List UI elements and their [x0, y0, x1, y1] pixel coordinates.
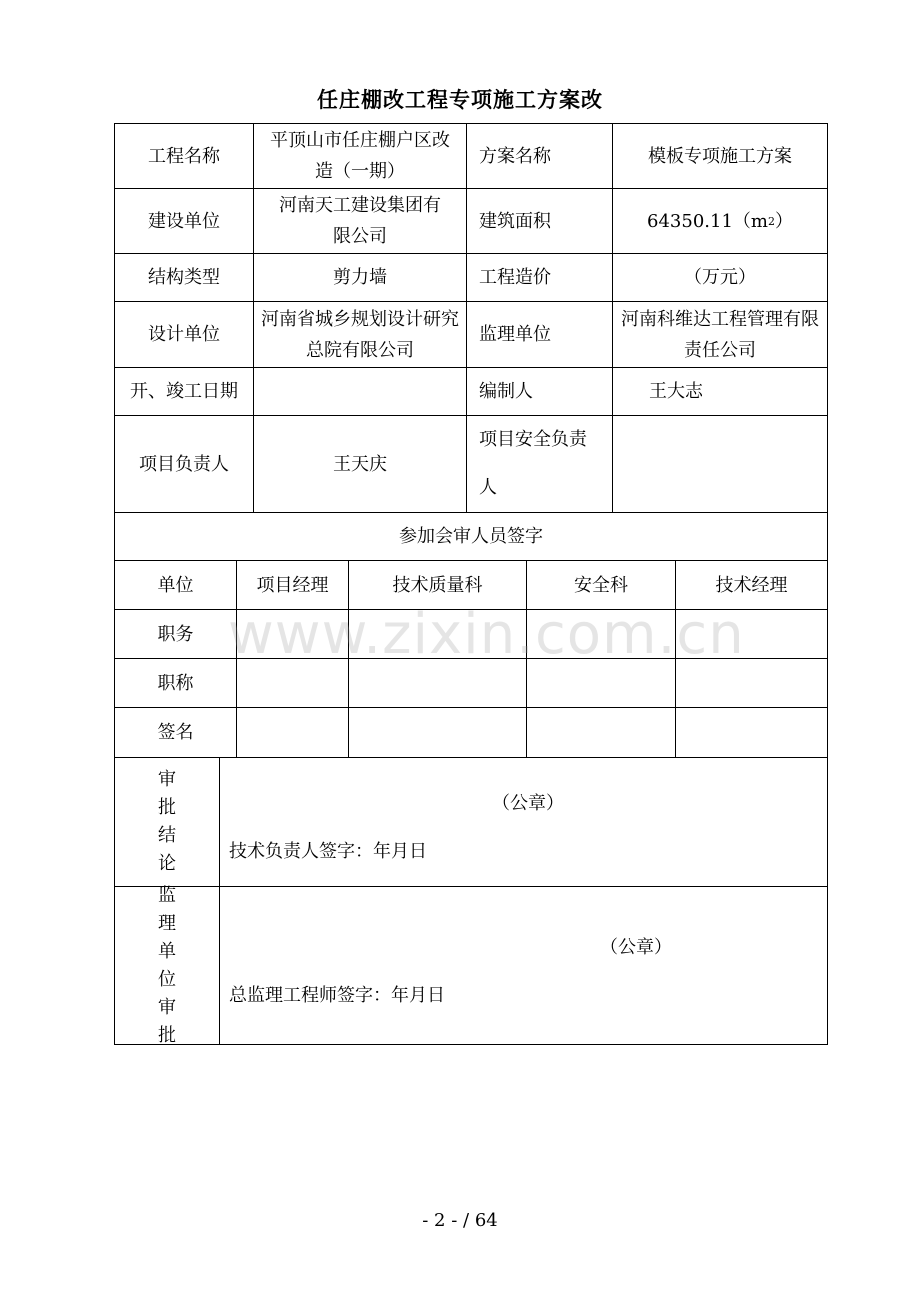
review-cell [526, 707, 676, 758]
structure-value: 剪力墙 [253, 253, 467, 302]
supervision-label: 监理单位审批 [158, 884, 176, 1046]
project-name-value: 平顶山市任庄棚户区改造（一期） [253, 123, 467, 189]
area-number: 64350.11（m [647, 210, 768, 232]
design-value: 河南省城乡规划设计研究总院有限公司 [253, 301, 467, 368]
supervision-seal: （公章） [600, 937, 672, 958]
review-cell [526, 609, 676, 659]
area-unit-superscript: 2 [767, 214, 775, 228]
review-heading: 参加会审人员签字 [114, 512, 828, 561]
document-title: 任庄棚改工程专项施工方案改 [317, 87, 603, 112]
review-cell [236, 707, 349, 758]
cost-label: 工程造价 [466, 253, 613, 302]
approval-seal: （公章） [492, 793, 564, 814]
review-cell [675, 609, 828, 659]
review-col-tech-quality: 技术质量科 [348, 560, 527, 610]
review-cell [236, 609, 349, 659]
plan-name-value: 模板专项施工方案 [612, 123, 828, 189]
review-cell [348, 609, 527, 659]
safety-value [612, 415, 828, 513]
review-col-project-manager: 项目经理 [236, 560, 349, 610]
builder-value: 河南天工建设集团有限公司 [253, 188, 467, 254]
watermark: www.zixin.com.cn [228, 602, 745, 667]
safety-label: 项目安全负责人 [466, 415, 613, 513]
approval-content-cell [219, 757, 828, 887]
manager-value: 王天庆 [253, 415, 467, 513]
review-cell [348, 658, 527, 708]
review-col-tech-manager: 技术经理 [675, 560, 828, 610]
supervision-label-cell [114, 886, 220, 1045]
review-col-safety: 安全科 [526, 560, 676, 610]
review-row-signature: 签名 [114, 707, 237, 758]
supervisor-value: 河南科维达工程管理有限责任公司 [612, 301, 828, 368]
dates-value [253, 367, 467, 416]
builder-label: 建设单位 [114, 188, 254, 254]
area-value [612, 188, 828, 254]
author-value: 王大志 [612, 367, 828, 416]
area-close: ） [774, 210, 793, 232]
review-row-title: 职称 [114, 658, 237, 708]
project-name-label: 工程名称 [114, 123, 254, 189]
page-number: - 2 - / 64 [422, 1210, 498, 1231]
review-col-unit: 单位 [114, 560, 237, 610]
dates-label: 开、竣工日期 [114, 367, 254, 416]
review-cell [348, 707, 527, 758]
manager-label: 项目负责人 [114, 415, 254, 513]
approval-label-cell [114, 757, 220, 887]
supervisor-label: 监理单位 [466, 301, 613, 368]
plan-name-label: 方案名称 [466, 123, 613, 189]
review-cell [236, 658, 349, 708]
area-label: 建筑面积 [466, 188, 613, 254]
structure-label: 结构类型 [114, 253, 254, 302]
review-cell [675, 707, 828, 758]
review-cell [675, 658, 828, 708]
cost-value: （万元） [612, 253, 828, 302]
design-label: 设计单位 [114, 301, 254, 368]
review-row-position: 职务 [114, 609, 237, 659]
supervision-content-cell [219, 886, 828, 1045]
author-label: 编制人 [466, 367, 613, 416]
review-cell [526, 658, 676, 708]
approval-label: 审批结论 [158, 769, 176, 874]
supervision-signature-line: 总监理工程师签字：年月日 [229, 985, 445, 1006]
approval-signature-line: 技术负责人签字：年月日 [229, 841, 427, 862]
